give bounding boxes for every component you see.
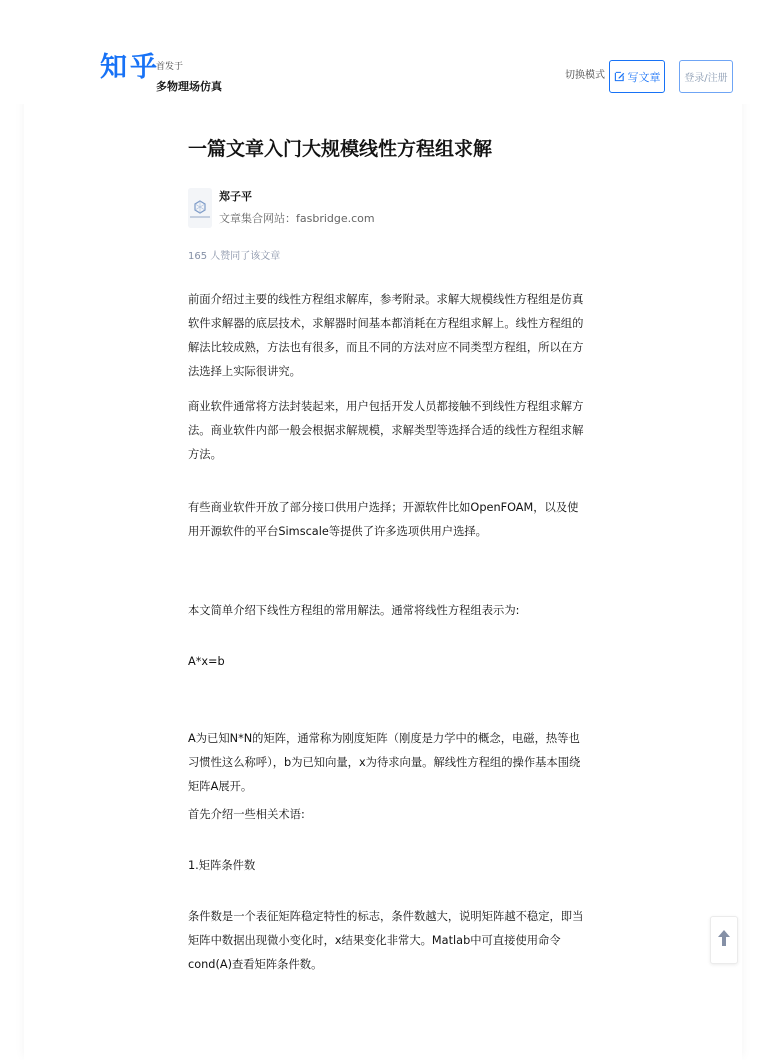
paragraph: 首先介绍一些相关术语: [188, 808, 305, 821]
zhihu-logo[interactable]: 知乎 [100, 52, 160, 83]
paragraph: 商业软件通常将方法封装起来，用户包括开发人员都接触不到线性方程组求解方法。商业软件内部一般会根据求解规模，求解类型等选择合适的线性方程组求解方法。 [188, 400, 584, 461]
author-description: 文章集合网站：fasbridge.com [219, 212, 375, 225]
switch-mode-button[interactable]: 切换模式 [565, 70, 605, 81]
top-header [0, 0, 768, 104]
write-article-label: 写文章 [627, 70, 661, 84]
write-article-button[interactable] [609, 60, 665, 93]
equation: A*x=b [188, 655, 225, 668]
section-heading: 1.矩阵条件数 [188, 859, 256, 872]
avatar[interactable] [188, 188, 212, 228]
paragraph: 前面介绍过主要的线性方程组求解库，参考附录。求解大规模线性方程组是仿真软件求解器的底层技术，求解器时间基本都消耗在方程组求解上。线性方程组的解法比较成熟，方法也有很多，而且不同的方法对应不同类型方程组，所以在方法选择上实际很讲究。 [188, 293, 584, 378]
paragraph: 有些商业软件开放了部分接口供用户选择；开源软件比如OpenFOAM，以及使用开源软件的平台Simscale等提供了许多选项供用户选择。 [188, 501, 579, 538]
login-register-button[interactable]: 登录/注册 [679, 60, 733, 93]
column-name-link[interactable]: 多物理场仿真 [156, 80, 222, 93]
author-name[interactable]: 郑子平 [219, 190, 252, 203]
column-prefix: 首发于 [156, 62, 184, 72]
back-to-top-button[interactable] [710, 916, 738, 964]
paragraph: A为已知N*N的矩阵，通常称为刚度矩阵（刚度是力学中的概念，电磁，热等也习惯性这么称呼），b为已知向量，x为待求向量。解线性方程组的操作基本围绕矩阵A展开。 [188, 732, 581, 793]
arrow-up-icon [717, 929, 731, 951]
paragraph: 条件数是一个表征矩阵稳定特性的标志，条件数越大，说明矩阵越不稳定，即当矩阵中数据出现微小变化时，x结果变化非常大。Matlab中可直接使用命令cond(A)查看矩阵条件数。 [188, 910, 584, 971]
edit-icon [614, 71, 625, 82]
likes-count: 165 人赞同了该文章 [188, 251, 281, 262]
article-title: 一篇文章入门大规模线性方程组求解 [188, 138, 493, 160]
paragraph: 本文简单介绍下线性方程组的常用解法。通常将线性方程组表示为: [188, 604, 520, 617]
